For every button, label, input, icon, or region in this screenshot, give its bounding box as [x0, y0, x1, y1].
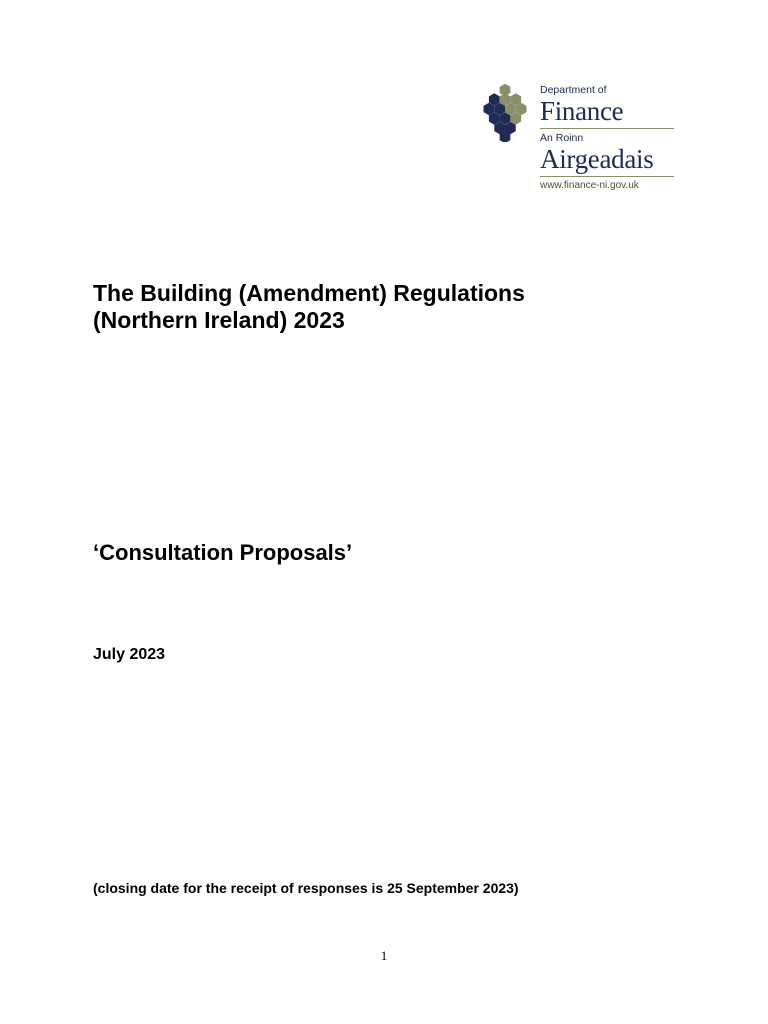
logo-airgeadais: Airgeadais: [540, 144, 654, 174]
logo-divider: [540, 128, 674, 129]
page-number: 1: [380, 948, 388, 963]
document-title-line-2: (Northern Ireland) 2023: [93, 307, 345, 333]
department-of-finance-logo: [476, 84, 680, 200]
hexagon-cluster-icon: [476, 84, 534, 142]
document-title-line-1: The Building (Amendment) Regulations: [93, 280, 525, 306]
logo-department-of: Department of: [540, 84, 607, 96]
logo-url: www.finance-ni.gov.uk: [540, 180, 639, 191]
logo-an-roinn: An Roinn: [540, 132, 584, 144]
document-title: [93, 280, 693, 334]
logo-divider-2: [540, 176, 674, 177]
logo-finance: Finance: [540, 96, 624, 126]
logo-wordmark: [540, 84, 676, 192]
document-subtitle: ‘Consultation Proposals’: [93, 540, 353, 565]
document-date: July 2023: [93, 646, 166, 663]
closing-date-note: (closing date for the receipt of responses is 25 September 2023): [93, 880, 519, 896]
